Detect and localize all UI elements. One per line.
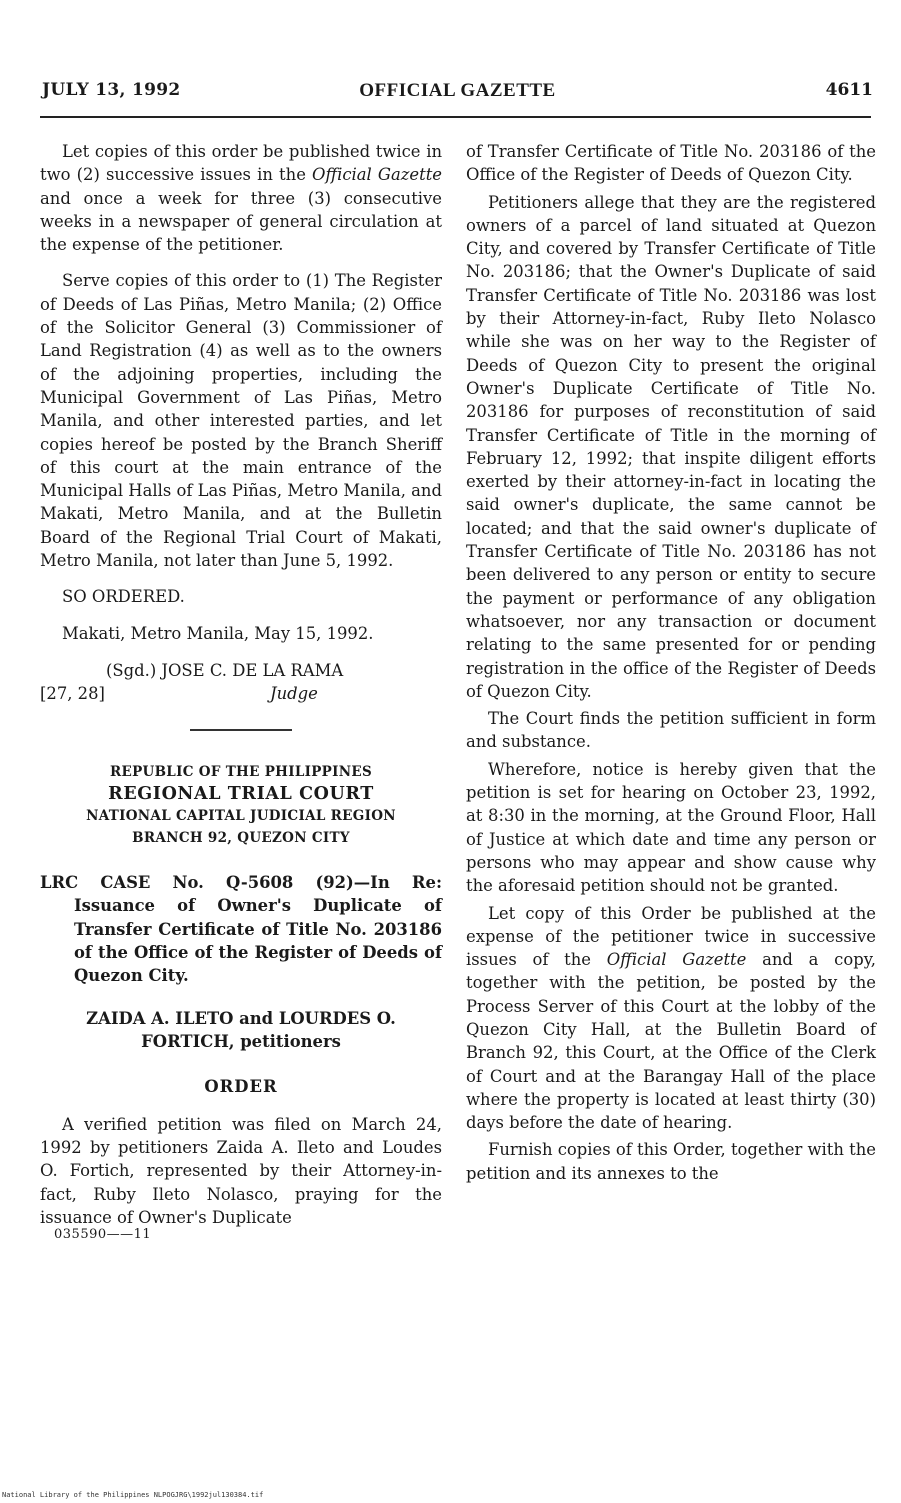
petitioners-line-1: ZAIDA A. ILETO and LOURDES O. [86,1009,396,1029]
posting-paragraph: Let copy of this Order be published at the expense of the petitioner twice in successive issues of the Official Gazette and a copy, together with the petition, be posted by the Process Server of this Court at the lobby of the Quezon City Hall, at the Bulletin Board of Branch 92, this Court, at the Office of the Clerk of Court and at the Barangay Hall of the place where the property is located at least thirty (30) days before the date of hearing. [466,903,877,1133]
court-republic: REPUBLIC OF THE PHILIPPINES [109,763,373,780]
service-paragraph: Serve copies of this order to (1) The Register of Deeds of Las Piñas, Metro Manila; (2) Office of the Solicitor General (3) Commissioner of Land Registration (4) as well as to the owners of the adjoining properties, including the Municipal Government of Las Piñas, Metro Manila, and other interested parties, and let copies hereof be posted by the Branch Sheriff of this court at the main entrance of the Municipal Halls of Las Piñas, Metro Manila, and Makati, Metro Manila, and at the Bulletin Board of the Regional Trial Court of Makati, Metro Manila, not later than June 5, 1992. [40,271,442,571]
furnish-paragraph: Furnish copies of this Order, together with the petition and its annexes to the [466,1140,876,1183]
left-column [40,140,442,1247]
wherefore-paragraph: Wherefore, notice is hereby given that the petition is set for hearing on October 23, 1992, at 8:30 in the morning, at the Ground Floor, Hall of Justice at which date and time any person or persons who may appear and show cause why the aforesaid petition should not be granted. [466,759,876,896]
so-ordered: SO ORDERED. [62,587,185,607]
allegations-paragraph: Petitioners allege that they are the registered owners of a parcel of land situated at Quezon City, and covered by Transfer Certificate of Title No. 203186; that the Owner's Duplicate of said Transfer Certificate of Title No. 203186 was lost by their Attorney-in-fact, Ruby Ileto Nolasco while she was on her way to the Register of Deeds of Quezon City to present the original Owner's Duplicate Certificate of Title No. 203186 for purposes of reconstitution of said Transfer Certificate of Title in the morning of February 12, 1992; that inspite diligent efforts exerted by their attorney-in-fact in locating the said owner's duplicate, the same cannot be located; and that the said owner's duplicate of Transfer Certificate of Title No. 203186 has not been delivered to any person or entity to secure the payment or performance of any obligation whatsoever, nor any transaction or document relating to the same presented for or pending registration in the office of the Register of Deeds of Quezon City. [466,192,876,701]
petitioners-line-2: FORTICH, petitioners [141,1032,341,1052]
judge-title: Judge [270,683,318,703]
page-header [42,80,873,108]
publication-title: OFFICIAL GAZETTE [359,80,556,101]
court-name: REGIONAL TRIAL COURT [108,783,374,804]
order-paragraph: A verified petition was filed on March 24, 1992 by petitioners Zaida A. Ileto and Loudes O. Fortich, represented by their Attorney-in-fact, Ruby Ileto Nolasco, praying for the issuance of Owner's Duplicate [40,1114,442,1227]
issue-refs: [27, 28] [40,683,105,703]
court-branch: BRANCH 92, QUEZON CITY [132,829,350,846]
gazette-name-2: Official Gazette [606,950,747,970]
section-divider [190,729,292,731]
publication-paragraph: Let copies of this order be published twice in two (2) successive issues in the Official Gazette and once a week for three (3) consecutive weeks in a newspaper of general circulation at the expense of the petitioner. [40,142,443,255]
order-paragraph-continued: of Transfer Certificate of Title No. 203186 of the Office of the Register of Deeds of Quezon City. [466,142,876,185]
court-heading [40,761,442,849]
issue-date: JULY 13, 1992 [42,80,181,100]
case-title: LRC CASE No. Q-5608 (92)—In Re: Issuance of Owner's Duplicate of Transfer Certificate of Title No. 203186 of the Office of the Register of Deeds of Quezon City. [40,872,442,986]
order-heading: ORDER [204,1077,278,1097]
page-number: 4611 [825,80,873,100]
right-column [466,140,876,1198]
place-date: Makati, Metro Manila, May 15, 1992. [62,623,374,643]
petitioners [40,1007,442,1053]
print-number: 035590——11 [54,1227,152,1243]
judge-signature-block [40,659,442,707]
court-region: NATIONAL CAPITAL JUDICIAL REGION [86,807,396,824]
scan-footer: National Library of the Philippines NLPOGJRG\1992jul130384.tif [2,1491,264,1499]
gazette-name: Official Gazette [312,165,443,185]
court-finding-paragraph: The Court finds the petition sufficient in form and substance. [466,709,876,752]
header-rule [40,116,871,118]
judge-signature: (Sgd.) JOSE C. DE LA RAMA [106,660,344,680]
